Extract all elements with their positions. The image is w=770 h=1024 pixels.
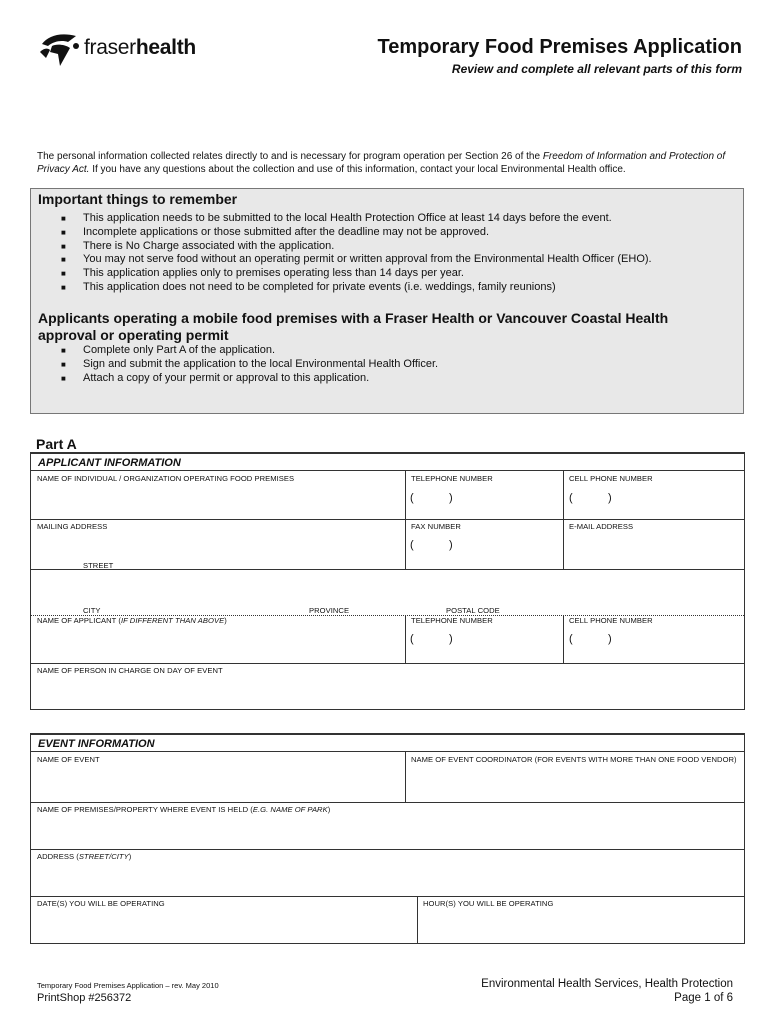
area-code-open: (: [410, 633, 414, 645]
list-item: ■ This application needs to be submitted to the local Health Protection Office at least 14 days before the event.: [61, 212, 612, 224]
printshop-number: PrintShop #256372: [37, 992, 132, 1004]
telephone-field[interactable]: TELEPHONE NUMBER: [411, 474, 493, 483]
list-item: ■ Incomplete applications or those submitted after the deadline may not be approved.: [61, 225, 490, 238]
area-code-close: ): [608, 633, 612, 645]
bullet-icon: ■: [61, 241, 66, 251]
fraser-health-logo-icon: [38, 30, 82, 68]
list-item: ■ There is No Charge associated with the application.: [61, 239, 335, 252]
applicant-information-form: [30, 452, 745, 710]
city-label: CITY: [83, 606, 101, 615]
page-subtitle: Review and complete all relevant parts of this form: [451, 62, 742, 76]
bullet-icon: ■: [61, 282, 66, 292]
department-name: Environmental Health Services, Health Protection: [481, 978, 733, 990]
event-information-form: [30, 733, 745, 944]
area-code-close: ): [608, 492, 612, 504]
bullet-icon: ■: [61, 255, 66, 265]
bullet-icon: ■: [61, 227, 66, 237]
important-heading: Important things to remember: [38, 191, 238, 207]
bullet-icon: ■: [61, 214, 66, 223]
event-address-field[interactable]: ADDRESS (STREET/CITY): [37, 852, 132, 861]
event-section-heading: EVENT INFORMATION: [31, 735, 744, 752]
list-item: ■ This application applies only to premises operating less than 14 days per year.: [61, 267, 464, 280]
postal-code-label: POSTAL CODE: [446, 606, 500, 615]
area-code-close: ): [449, 492, 453, 504]
logo-wordmark: fraserhealth: [84, 36, 196, 59]
province-label: PROVINCE: [309, 606, 350, 615]
event-coordinator-field[interactable]: NAME OF EVENT COORDINATOR (FOR EVENTS WITH MORE THAN ONE FOOD VENDOR): [411, 755, 737, 764]
bullet-icon: ■: [61, 269, 66, 279]
mobile-premises-heading: Applicants operating a mobile food premises with a Fraser Health or Vancouver Coastal Health approval or operating permit: [38, 310, 669, 343]
privacy-notice: The personal information collected relates directly to and is necessary for program operation per Section 26 of the Freedom of Information and Protection of Privacy Act. If you have any questions about the collection and use of this information, contact your local Environmental Health office.: [37, 151, 726, 175]
list-item: ■ You may not serve food without an operating permit or written approval from the Environmental Health Officer (EHO).: [61, 253, 652, 266]
cell-phone-field[interactable]: CELL PHONE NUMBER: [569, 474, 653, 483]
area-code-open: (: [410, 492, 414, 504]
mobile-premises-list: [61, 344, 721, 385]
cell-phone-field-2[interactable]: CELL PHONE NUMBER: [569, 616, 653, 625]
event-name-field[interactable]: NAME OF EVENT: [37, 755, 100, 764]
area-code-open: (: [569, 492, 573, 504]
street-label: STREET: [83, 561, 114, 570]
bullet-icon: ■: [61, 346, 66, 355]
list-item: ■ Complete only Part A of the application.: [61, 344, 276, 356]
bullet-icon: ■: [61, 373, 66, 383]
applicant-name-field[interactable]: NAME OF APPLICANT (IF DIFFERENT THAN ABOVE): [37, 616, 227, 625]
org-name-field[interactable]: NAME OF INDIVIDUAL / ORGANIZATION OPERATING FOOD PREMISES: [37, 474, 295, 483]
telephone-field-2[interactable]: TELEPHONE NUMBER: [411, 616, 493, 625]
city-province-postal-field[interactable]: [31, 569, 744, 615]
person-in-charge-field[interactable]: NAME OF PERSON IN CHARGE ON DAY OF EVENT: [37, 666, 223, 675]
important-list: [61, 212, 721, 295]
applicant-section-heading: APPLICANT INFORMATION: [31, 454, 744, 471]
form-revision: Temporary Food Premises Application – rev. May 2010: [37, 981, 219, 990]
list-item: ■ Sign and submit the application to the local Environmental Health Officer.: [61, 357, 439, 370]
fax-field[interactable]: FAX NUMBER: [411, 522, 461, 531]
email-field[interactable]: E-MAIL ADDRESS: [569, 522, 634, 531]
premises-name-field[interactable]: NAME OF PREMISES/PROPERTY WHERE EVENT IS HELD (E.G. NAME OF PARK): [37, 805, 331, 814]
bullet-icon: ■: [61, 359, 66, 369]
mailing-address-field[interactable]: MAILING ADDRESS: [37, 522, 108, 531]
page-number: Page 1 of 6: [674, 992, 733, 1004]
operating-hours-field[interactable]: HOUR(S) YOU WILL BE OPERATING: [423, 899, 554, 908]
page-title: Temporary Food Premises Application: [377, 36, 742, 58]
area-code-open: (: [569, 633, 573, 645]
area-code-close: ): [449, 633, 453, 645]
list-item: ■ This application does not need to be completed for private events (i.e. weddings, family reunions): [61, 280, 556, 293]
area-code-open: (: [410, 539, 414, 551]
part-a-title: Part A: [36, 436, 77, 452]
list-item: ■ Attach a copy of your permit or approval to this application.: [61, 371, 370, 384]
operating-dates-field[interactable]: DATE(S) YOU WILL BE OPERATING: [37, 899, 165, 908]
area-code-close: ): [449, 539, 453, 551]
